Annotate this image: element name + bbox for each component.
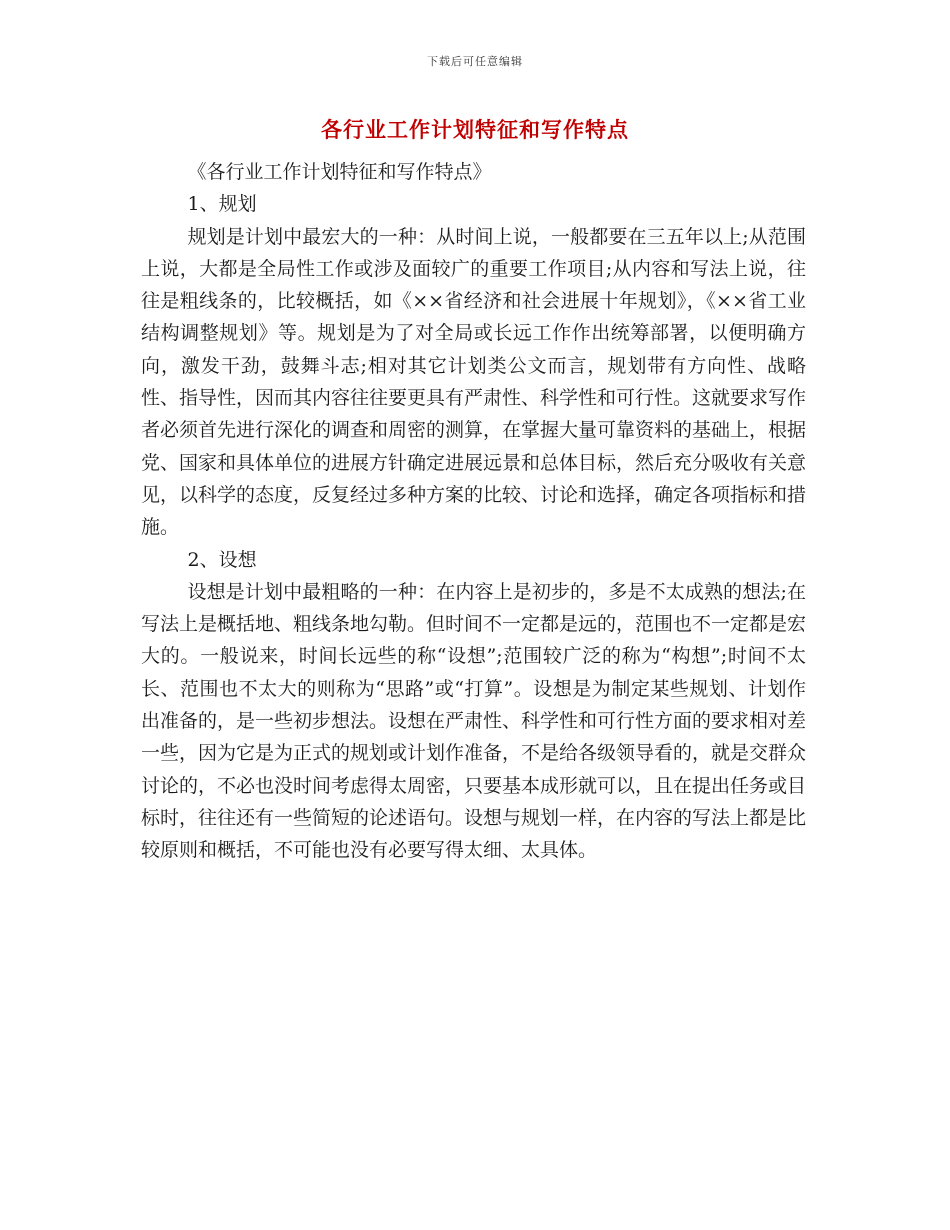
document-subtitle: 《各行业工作计划特征和写作特点》 <box>187 161 492 183</box>
section-paragraph-concept: 设想是计划中最粗略的一种：在内容上是初步的，多是不太成熟的想法;在写法上是概括地、粗线条地勾勒。但时间不一定都是远的，范围也不一定都是宏大的。一般说来，时间长远些的称“设想”;范围较广泛的称为“构想”;时间不太长、范围也不太大的则称为“思路”或“打算”。设想是为制定某些规划、计划作出准备的，是一些初步想法。设想在严肃性、科学性和可行性方面的要求相对差一些，因为它是为正式的规划或计划作准备，不是给各级领导看的，就是交群众讨论的，不必也没时间考虑得太周密，只要基本成形就可以，且在提出任务或目标时，往往还有一些简短的论述语句。设想与规划一样，在内容的写法上都是比较原则和概括，不可能也没有必要写得太细、太具体。 <box>141 580 807 862</box>
section-heading-concept: 2、设想 <box>187 548 257 571</box>
document-body <box>141 156 806 867</box>
section-heading-planning: 1、规划 <box>187 193 257 216</box>
section-paragraph-planning: 规划是计划中最宏大的一种：从时间上说，一般都要在三五年以上;从范围上说，大都是全局性工作或涉及面较广的重要工作项目;从内容和写法上说，往往是粗线条的，比较概括，如《××省经济和社会进展十年规划》，《××省工业结构调整规划》等。规划是为了对全局或长远工作作出统筹部署，以便明确方向，激发干劲，鼓舞斗志;相对其它计划类公文而言，规划带有方向性、战略性、指导性，因而其内容往往要更具有严肃性、科学性和可行性。这就要求写作者必须首先进行深化的调查和周密的测算，在掌握大量可靠资料的基础上，根据党、国家和具体单位的进展方针确定进展远景和总体目标，然后充分吸收有关意见，以科学的态度，反复经过多种方案的比较、讨论和选择，确定各项指标和措施。 <box>141 225 807 539</box>
document-title: 各行业工作计划特征和写作特点 <box>321 118 629 142</box>
header-note: 下载后可任意编辑 <box>427 55 523 68</box>
